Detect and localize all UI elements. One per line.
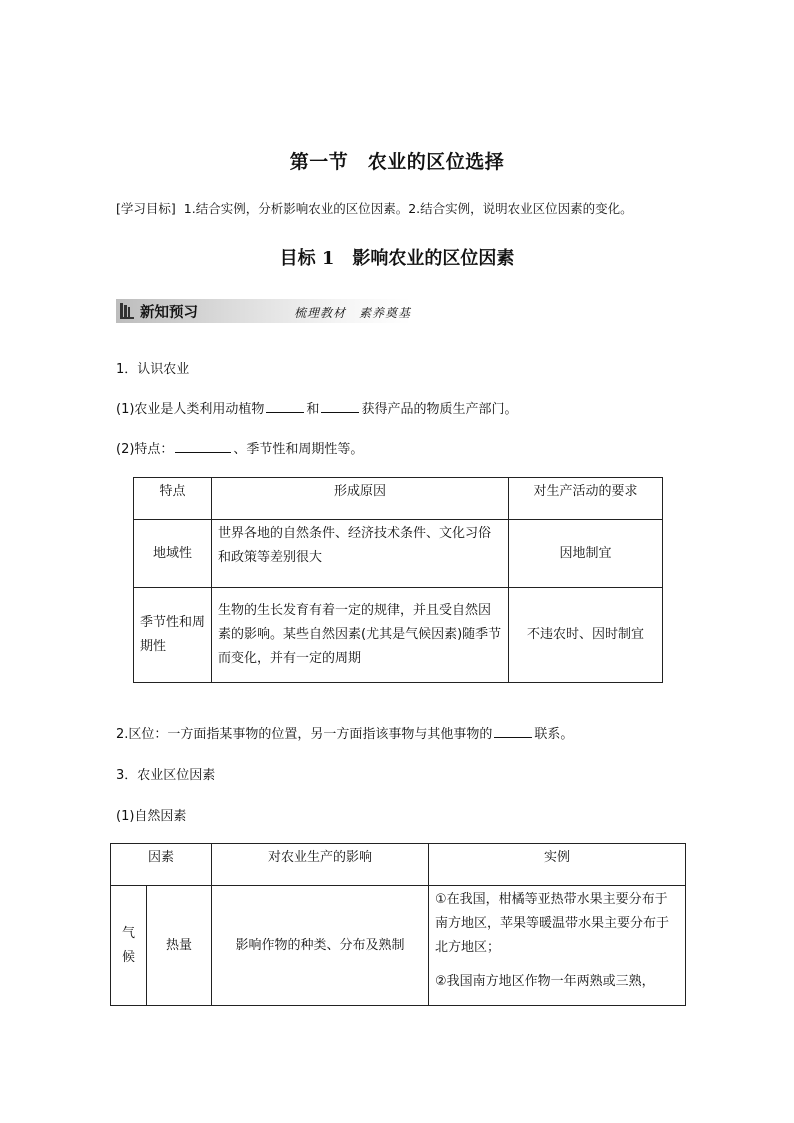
table-header-row (134, 478, 663, 520)
table-header: 特点 (134, 478, 212, 520)
table-row (134, 520, 663, 588)
learning-goals-text: 1.结合实例，分析影响农业的区位因素。2.结合实例，说明农业区位因素的变化。 (183, 201, 633, 216)
table-row (134, 588, 663, 683)
page-title: 第一节 农业的区位选择 (289, 151, 505, 173)
example-text: ②我国南方地区作物一年两熟或三熟， (435, 974, 655, 989)
table-cell (429, 886, 686, 1006)
table-header: 形成原因 (212, 478, 509, 520)
table-cell: 气候 (111, 886, 147, 1006)
fill-blank (266, 400, 304, 413)
example-text: ①在我国，柑橘等亚热带水果主要分布于南方地区，苹果等暖温带水果主要分布于北方地区； (435, 892, 670, 955)
table-cell: 热量 (147, 886, 212, 1006)
preview-banner (116, 299, 411, 323)
text-span: 和 (306, 402, 320, 417)
text-span: 2.区位：一方面指某事物的位置，另一方面指该事物与其他事物的 (116, 727, 493, 742)
section1-line2 (116, 438, 363, 457)
section-title: 目标 1 影响农业的区位因素 (279, 248, 515, 269)
table-header: 对生产活动的要求 (509, 478, 663, 520)
section1-line1 (116, 398, 517, 417)
table-row (111, 886, 686, 1006)
banner-slogan: 梳理教材 素养奠基 (293, 306, 411, 320)
table-cell: 世界各地的自然条件、经济技术条件、文化习俗和政策等差别很大 (212, 520, 509, 588)
book-icon (120, 303, 134, 319)
table-cell: 生物的生长发育有着一定的规律，并且受自然因素的影响。某些自然因素(尤其是气候因素)随季节而变化，并有一定的周期 (212, 588, 509, 683)
table-cell: 季节性和周期性 (134, 588, 212, 683)
table-header-row (111, 844, 686, 886)
text-span: 获得产品的物质生产部门。 (361, 402, 518, 417)
table-header: 实例 (429, 844, 686, 886)
table-header: 因素 (111, 844, 212, 886)
text-span: 、季节性和周期性等。 (233, 442, 364, 457)
table-cell: 地域性 (134, 520, 212, 588)
text-span: (2)特点： (116, 442, 174, 457)
section3-heading: 3．农业区位因素 (116, 768, 216, 783)
table-cell: 不违农时、因时制宜 (509, 588, 663, 683)
learning-goals (116, 199, 633, 217)
table-header: 对农业生产的影响 (212, 844, 429, 886)
table-cell: 因地制宜 (509, 520, 663, 588)
natural-factors-table (110, 843, 686, 1006)
learning-goals-tag: [学习目标] (116, 201, 176, 216)
fill-blank (321, 400, 359, 413)
text-span: (1)农业是人类利用动植物 (116, 402, 265, 417)
section2-line (116, 723, 573, 742)
text-span: 联系。 (534, 727, 574, 742)
fill-blank (494, 725, 532, 738)
table-cell: 影响作物的种类、分布及熟制 (212, 886, 429, 1006)
section3-sub: (1)自然因素 (116, 809, 187, 824)
banner-label: 新知预习 (140, 305, 198, 321)
fill-blank (175, 440, 231, 453)
section1-heading: 1．认识农业 (116, 362, 190, 377)
agriculture-features-table (133, 477, 663, 683)
